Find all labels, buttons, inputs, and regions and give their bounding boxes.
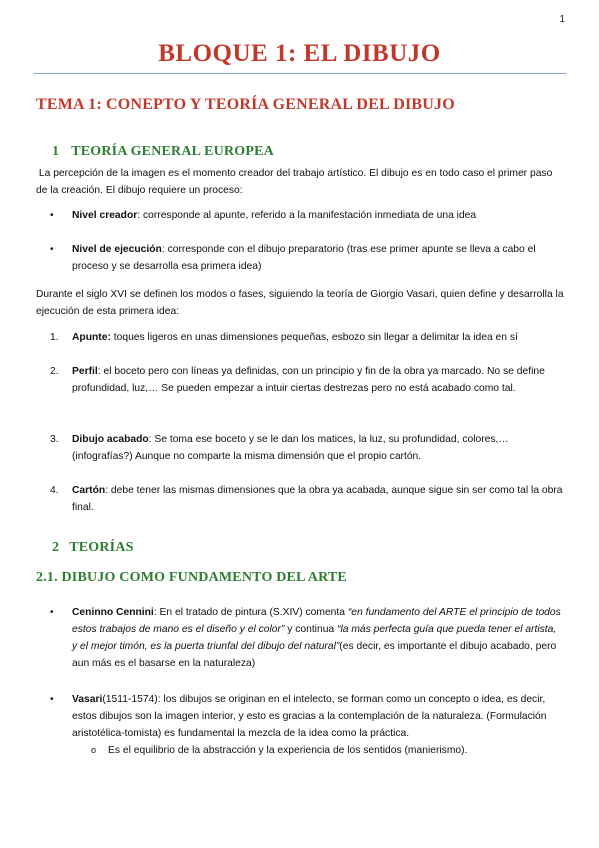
main-title: BLOQUE 1: EL DIBUJO bbox=[158, 40, 441, 67]
section-2-heading bbox=[52, 540, 134, 556]
sub-bullet-icon: o bbox=[91, 745, 97, 755]
list-number: 1. bbox=[50, 332, 59, 343]
bullet-icon: • bbox=[50, 210, 54, 221]
cennini-item: Ceninno Cennini: En el tratado de pintura (S.XIV) comenta “en fundamento del ARTE el principio de todos estos trabajos de mano es el diseño y el color” y continua “la más perfecta guía que pueda tener el artista, y el mejor timón, es la puerta triunfal del dibujo del natural”(es decir, es importante el dibujo acabado, pero aun más es el basarse en la naturaleza) bbox=[72, 607, 561, 669]
phase-item-apunte: Apunte: toques ligeros en unas dimensiones pequeñas, esbozo sin llegar a delimitar la idea en sí bbox=[72, 332, 518, 343]
phase-item-carton: Cartón: debe tener las mismas dimensiones que la obra ya acabada, aunque sigue sin ser como tal la obra final. bbox=[72, 485, 563, 513]
phase-item-dibujo-acabado: Dibujo acabado: Se toma ese boceto y se le dan los matices, la luz, su profundidad, colores,… (infografías?) Aunque no comparte la misma dimensión que el propio cartón. bbox=[72, 434, 509, 462]
page-number: 1 bbox=[559, 14, 565, 25]
list-number: 4. bbox=[50, 485, 59, 496]
section-1-title: TEORÍA GENERAL EUROPEA bbox=[71, 144, 274, 159]
vasari-intro-paragraph: Durante el siglo XVI se definen los modos o fases, siguiendo la teoría de Giorgio Vasari, quien define y desarrolla la ejecución de esta primera idea: bbox=[36, 289, 564, 317]
section-2-1-heading: 2.1. DIBUJO COMO FUNDAMENTO DEL ARTE bbox=[36, 570, 347, 585]
vasari-item: Vasari(1511-1574): los dibujos se originan en el intelecto, se forman como un concepto o idea, es decir, estos dibujos son la imagen interior, y esto es gracias a la contemplación de la naturaleza. (Formulación aristotélica-tomista) es fundamental la mezcla de la idea como la práctica. bbox=[72, 694, 547, 739]
bullet-icon: • bbox=[50, 607, 54, 618]
tema-heading: TEMA 1: CONEPTO Y TEORÍA GENERAL DEL DIBUJO bbox=[36, 96, 455, 113]
section-2-number: 2 bbox=[52, 540, 60, 555]
vasari-subitem: Es el equilibrio de la abstracción y la experiencia de los sentidos (manierismo). bbox=[108, 745, 468, 756]
list-number: 3. bbox=[50, 434, 59, 445]
bullet-icon: • bbox=[50, 694, 54, 705]
section-1-number: 1 bbox=[52, 144, 60, 159]
title-underline bbox=[34, 73, 566, 74]
bullet-icon: • bbox=[50, 244, 54, 255]
section-2-title: TEORÍAS bbox=[69, 540, 134, 555]
section-1-heading bbox=[52, 144, 274, 160]
list-number: 2. bbox=[50, 366, 59, 377]
level-item-creador: Nivel creador: corresponde al apunte, referido a la manifestación inmediata de una idea bbox=[72, 210, 477, 221]
intro-paragraph: La percepción de la imagen es el momento creador del trabajo artístico. El dibujo es en todo caso el primer paso de la creación. El dibujo requiere un proceso: bbox=[36, 168, 553, 196]
phase-item-perfil: Perfil: el boceto pero con líneas ya definidas, con un principio y fin de la obra ya marcado. No se define profundidad, luz,… Se pueden empezar a intuir ciertas destrezas pero no está acabado como tal. bbox=[72, 366, 545, 394]
level-item-ejecucion: Nivel de ejecución: corresponde con el dibujo preparatorio (tras ese primer apunte se lleva a cabo el proceso y se desarrolla esa primera idea) bbox=[72, 244, 536, 272]
